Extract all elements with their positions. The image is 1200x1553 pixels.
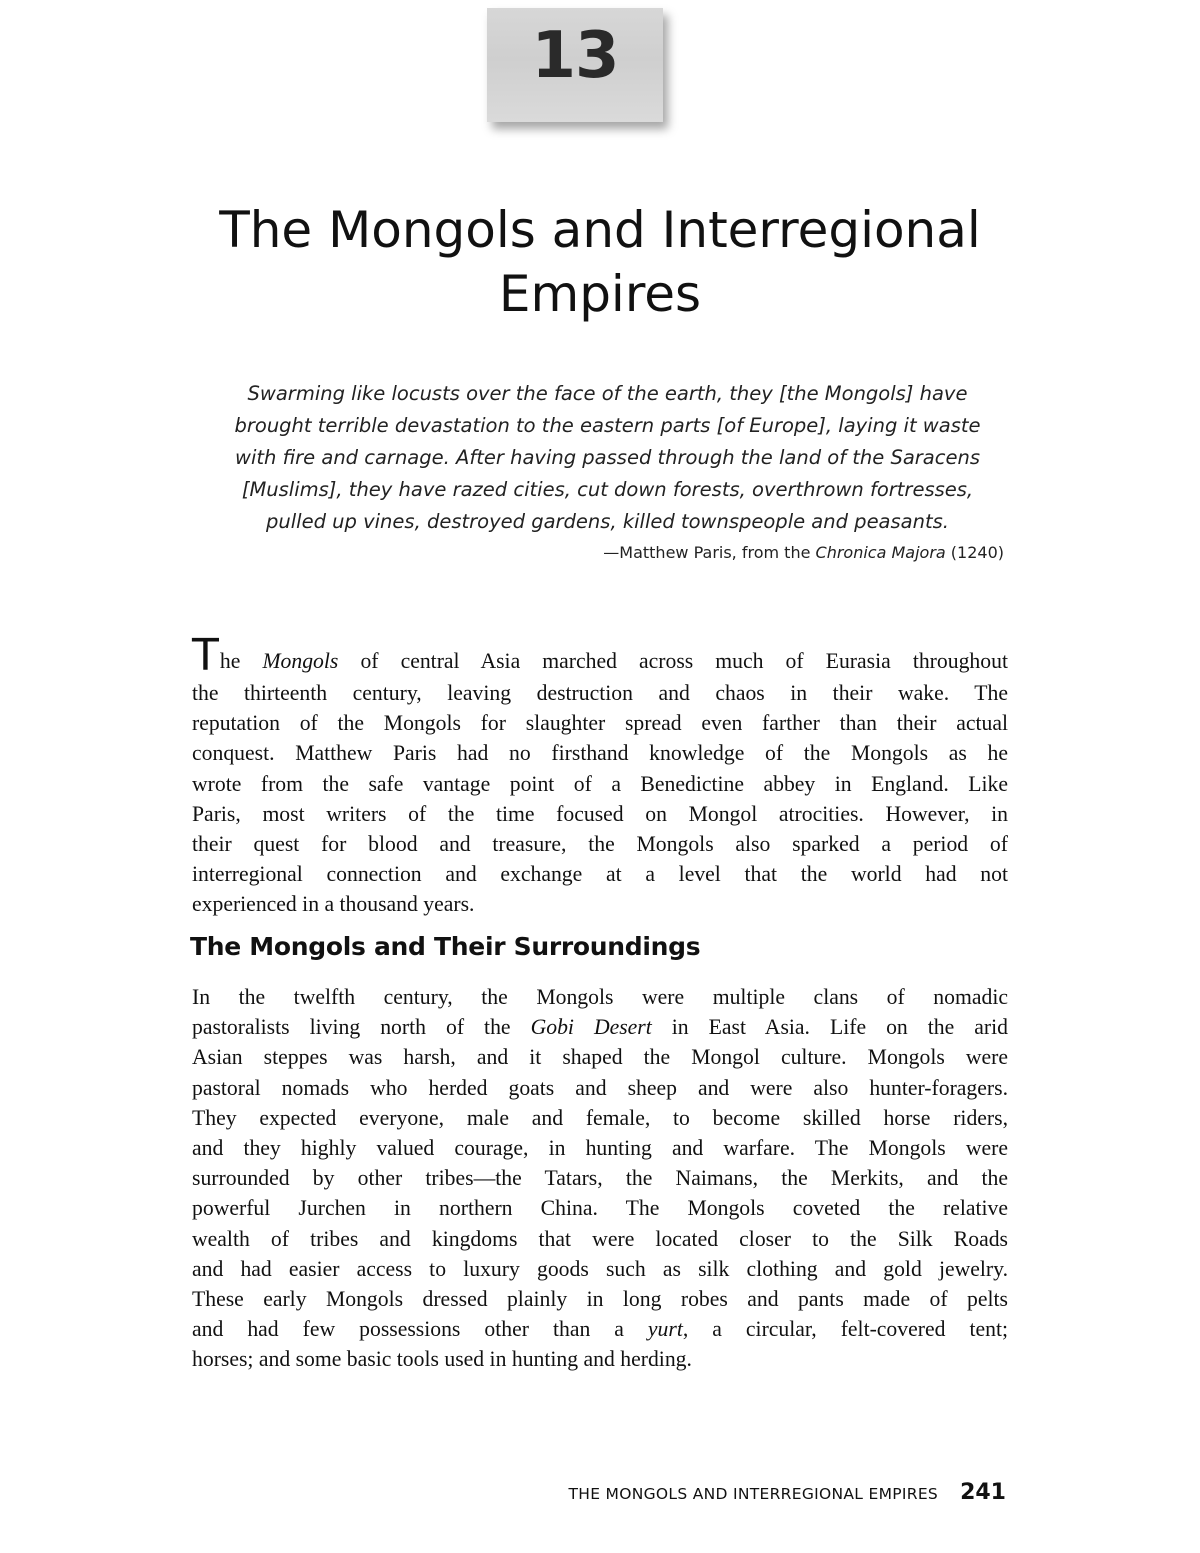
epigraph-line: [Muslims], they have razed cities, cut down forests, overthrown fortresses, xyxy=(241,478,974,501)
text-run: , a circular, felt-covered tent; xyxy=(682,1317,1008,1342)
attribution-year: (1240) xyxy=(945,543,1004,562)
intro-paragraph xyxy=(192,630,1008,920)
paragraph-line: experienced in a thousand years. xyxy=(192,892,475,917)
paragraph-line: surrounded by other tribes—the Tatars, the Naimans, the Merkits, and the xyxy=(192,1166,1008,1191)
paragraph-line: powerful Jurchen in northern China. The Mongols coveted the relative xyxy=(192,1196,1008,1221)
text-run: pastoralists living north of the xyxy=(192,1015,531,1040)
paragraph-line xyxy=(192,1012,1008,1042)
paragraph-line: Asian steppes was harsh, and it shaped the Mongol culture. Mongols were xyxy=(192,1045,1008,1070)
paragraph-line: Paris, most writers of the time focused on Mongol atrocities. However, in xyxy=(192,801,1008,826)
paragraph-line: pastoral nomads who herded goats and sheep and were also hunter-foragers. xyxy=(192,1075,1008,1100)
paragraph-line: In the twelfth century, the Mongols were multiple clans of nomadic xyxy=(192,985,1008,1009)
epigraph-line: Swarming like locusts over the face of the earth, they [the Mongols] have xyxy=(247,382,968,405)
paragraph-line: and they highly valued courage, in hunting and warfare. The Mongols were xyxy=(192,1136,1008,1161)
running-footer xyxy=(568,1480,1006,1505)
epigraph-attribution xyxy=(603,543,1004,562)
running-title: THE MONGOLS AND INTERREGIONAL EMPIRES xyxy=(568,1485,939,1503)
attribution-author: —Matthew Paris, from the xyxy=(603,543,816,562)
chapter-number-tab xyxy=(487,8,663,122)
text-run: he xyxy=(219,649,263,673)
term-mongols: Mongols xyxy=(262,649,339,673)
text-run: and had few possessions other than a xyxy=(192,1317,648,1342)
paragraph-line: horses; and some basic tools used in hunting and herding. xyxy=(192,1347,692,1372)
chapter-number: 13 xyxy=(531,19,619,93)
paragraph-line: wealth of tribes and kingdoms that were located closer to the Silk Roads xyxy=(192,1226,1008,1251)
epigraph-line: with fire and carnage. After having passed through the land of the Saracens xyxy=(235,446,980,469)
paragraph-line: reputation of the Mongols for slaughter spread even farther than their actual xyxy=(192,711,1008,736)
page-number: 241 xyxy=(960,1480,1006,1505)
term-yurt: yurt xyxy=(647,1317,683,1342)
paragraph-line: These early Mongols dressed plainly in long robes and pants made of pelts xyxy=(192,1287,1008,1312)
paragraph-line: interregional connection and exchange at a level that the world had not xyxy=(192,862,1008,887)
paragraph-line: They expected everyone, male and female, to become skilled horse riders, xyxy=(192,1105,1008,1130)
section-paragraph xyxy=(192,982,1008,1375)
paragraph-line xyxy=(192,1314,1008,1344)
paragraph-line: the thirteenth century, leaving destruction and chaos in their wake. The xyxy=(192,681,1008,705)
paragraph-line: wrote from the safe vantage point of a Benedictine abbey in England. Like xyxy=(192,771,1008,796)
term-gobi-desert: Gobi Desert xyxy=(530,1015,652,1040)
paragraph-line xyxy=(192,630,1008,681)
chapter-title-line-2: Empires xyxy=(498,265,702,323)
paragraph-line: and had easier access to luxury goods such as silk clothing and gold jewelry. xyxy=(192,1256,1008,1281)
section-heading: The Mongols and Their Surroundings xyxy=(190,932,701,961)
epigraph-quote xyxy=(190,378,1025,538)
chapter-title xyxy=(150,198,1050,326)
chapter-title-line-1: The Mongols and Interregional xyxy=(219,201,981,259)
drop-cap: T xyxy=(192,630,219,681)
epigraph-line: brought terrible devastation to the eastern parts [of Europe], laying it waste xyxy=(234,414,981,437)
epigraph-line: pulled up vines, destroyed gardens, killed townspeople and peasants. xyxy=(266,510,949,533)
paragraph-line: conquest. Matthew Paris had no firsthand knowledge of the Mongols as he xyxy=(192,741,1008,766)
paragraph-line: their quest for blood and treasure, the Mongols also sparked a period of xyxy=(192,832,1008,857)
attribution-work-title: Chronica Majora xyxy=(815,543,946,562)
text-run: in East Asia. Life on the arid xyxy=(651,1015,1008,1040)
text-run: of central Asia marched across much of Eurasia throughout xyxy=(338,649,1008,673)
